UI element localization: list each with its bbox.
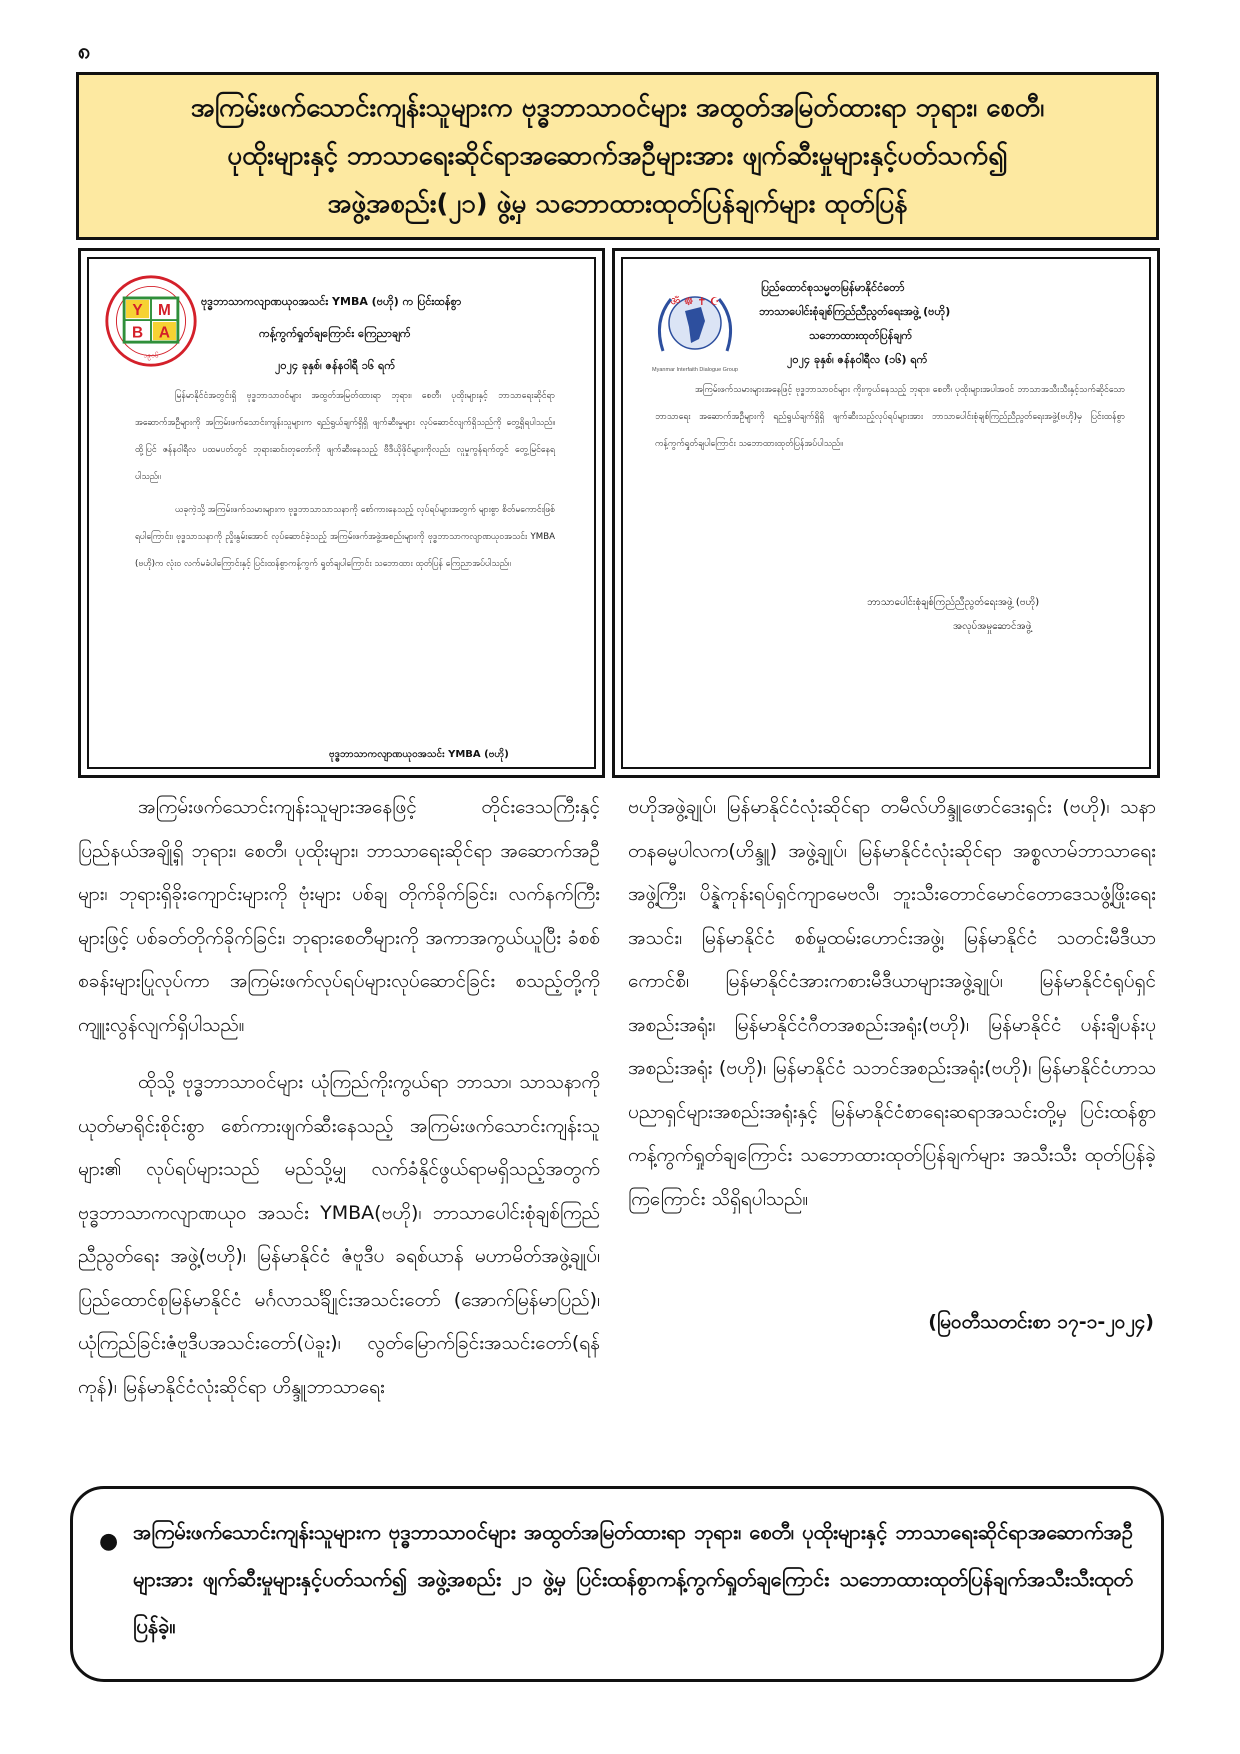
body-paragraph-2: ထိုသို့ ဗုဒ္ဓဘာသာဝင်များ ယုံကြည်ကိုးကွယ်ရာ ဘာသာ၊ သာသနာကို ယုတ်မာရိုင်းစိုင်းစွာ စော်ကားဖျက်ဆီးနေသည့် အကြမ်းဖက်သောင်းကျန်းသူများ၏ လုပ်ရပ်များသည် မည်သို့မျှ လက်ခံနိုင်ဖွယ်ရာမရှိသည့်အတွက် ဗုဒ္ဓဘာသာကလျာဏယုဝ အသင်း YMBA(ဗဟို)၊ ဘာသာပေါင်းစုံချစ်ကြည်ညီညွတ်ရေး အဖွဲ့(ဗဟို)၊ မြန်မာနိုင်ငံ ဇံဗူဒီပ ခရစ်ယာန် မဟာမိတ်အဖွဲ့ချုပ်၊ ပြည်ထောင်စုမြန်မာနိုင်ငံ မင်္ဂလာသင်္ချိုင်းအသင်းတော် (အောက်မြန်မာပြည်)၊ ယုံကြည်ခြင်းဇံဗူဒီပအသင်းတော်(ပဲခူး)၊ လွတ်မြောက်ခြင်းအသင်းတော်(ရန်ကုန်)၊ မြန်မာနိုင်ငံလုံးဆိုင်ရာ ဟိန္ဒူဘာသာရေး [78, 1071, 600, 1398]
body-right-column [628, 786, 1156, 1235]
interfaith-paragraph-1: အကြမ်းဖက်သမားများအနေဖြင့် ဗုဒ္ဓဘာသာဝင်များ ကိုးကွယ်နေသည့် ဘုရား၊ စေတီ၊ ပုထိုးများအပါအဝင် ဘာသာအသီးသီးနှင့်သက်ဆိုင်သော ဘာသာရေး အဆောက်အဦများကို ရည်ရွယ်ချက်ရှိရှိ ဖျက်ဆီးသည့်လုပ်ရပ်များအား ဘာသာပေါင်းစုံချစ်ကြည်ညီညွတ်ရေးအဖွဲ့(ဗဟို)မှ ပြင်းထန်စွာကန့်ကွက်ရှုတ်ချပါကြောင်း သဘောထားထုတ်ပြန်အပ်ပါသည်။ [655, 385, 1125, 449]
headline-line-1: အကြမ်းဖက်သောင်းကျန်းသူများက ဗုဒ္ဓဘာသာဝင်များ အထွတ်အမြတ်ထားရာ ဘုရား၊ စေတီ၊ [190, 93, 1045, 123]
ymba-statement [78, 248, 605, 778]
ymba-logo-letter-b: B [132, 324, 144, 342]
ymba-header-line-2: ကန့်ကွက်ရှုတ်ချကြောင်း ကြေညာချက် [259, 327, 411, 340]
ymba-logo-letter-a: A [158, 324, 170, 342]
interfaith-statement-frame [621, 257, 1151, 769]
ymba-logo-letter-y: Y [132, 302, 143, 320]
page-number: ၈ [78, 39, 91, 64]
interfaith-body [655, 377, 1125, 464]
summary-text: အကြမ်းဖက်သောင်းကျန်းသူများက ဗုဒ္ဓဘာသာဝင်များ အထွတ်အမြတ်ထားရာ ဘုရား၊ စေတီ၊ ပုထိုးများနှင့် ဘာသာရေးဆိုင်ရာအဆောက်အဦများအား ဖျက်ဆီးမှုများနှင့်ပတ်သက်၍ အဖွဲ့အစည်း ၂၁ ဖွဲ့မှ ပြင်းထန်စွာကန့်ကွက်ရှုတ်ချကြောင်း သဘောထားထုတ်ပြန်ချက်အသီးသီးထုတ်ပြန်ခဲ့။ [133, 1520, 1133, 1638]
interfaith-logo-caption: Myanmar Interfaith Dialogue Group [652, 367, 738, 373]
headline-line-2: ပုထိုးများနှင့် ဘာသာရေးဆိုင်ရာအဆောက်အဦများအား ဖျက်ဆီးမှုများနှင့်ပတ်သက်၍ [227, 141, 1008, 171]
ymba-logo [103, 273, 199, 369]
ymba-header-line-1: ဗုဒ္ဓဘာသာကလျာဏယုဝအသင်း YMBA (ဗဟို) က ပြင်းထန်စွာ [201, 295, 462, 308]
interfaith-header-line-3: သဘောထားထုတ်ပြန်ချက် [809, 329, 913, 342]
interfaith-header-line-2: ဘာသာပေါင်းစုံချစ်ကြည်ညီညွတ်ရေးအဖွဲ့ (ဗဟို) [759, 305, 951, 318]
news-source: (မြဝတီသတင်းစာ ၁၇-၁-၂၀၂၄) [928, 1311, 1154, 1333]
ymba-body [135, 383, 555, 584]
ymba-logo-letter-m: M [158, 302, 171, 320]
interfaith-logo [645, 281, 745, 377]
ymba-date: ၂၀၂၄ ခုနှစ်၊ ဇန်နဝါရီ ၁၆ ရက် [275, 359, 396, 372]
ymba-paragraph-2: ယခုကဲ့သို့ အကြမ်းဖက်သမားများက ဗုဒ္ဓဘာသာသာသနာကို စော်ကားနေသည့် လုပ်ရပ်များအတွက် များစွာ စိတ်မကောင်းဖြစ်ရပါကြောင်း၊ ဗုဒ္ဓသာသနာကို ညှိုးနွမ်းအောင် လုပ်ဆောင်ခဲ့သည့် အကြမ်းဖက်အဖွဲ့အစည်းများကို ဗုဒ္ဓဘာသာကလျာဏယုဝအသင်း YMBA (ဗဟို)က လုံးဝ လက်မခံပါကြောင်းနှင့် ပြင်းထန်စွာကန့်ကွက် ရှုတ်ချပါကြောင်း သဘောထား ထုတ်ပြန် ကြေညာအပ်ပါသည်။ [135, 505, 555, 569]
headline-line-3: အဖွဲ့အစည်း(၂၁) ဖွဲ့မှ သဘောထားထုတ်ပြန်ချက်များ ထုတ်ပြန် [327, 189, 908, 219]
summary-box [70, 1486, 1164, 1682]
ymba-logo-year: ၁၉၀၆ [143, 351, 159, 360]
ymba-paragraph-1: မြန်မာနိုင်ငံအတွင်းရှိ ဗုဒ္ဓဘာသာဝင်များ အထွတ်အမြတ်ထားရာ ဘုရား၊ စေတီ၊ ပုထိုးများနှင့် ဘာသာရေးဆိုင်ရာ အဆောက်အဦများကို အကြမ်းဖက်သောင်းကျန်းသူများက ရည်ရွယ်ချက်ရှိရှိ ဖျက်ဆီးမှုများ လုပ်ဆောင်လျက်ရှိသည်ကို တွေ့ရှိရပါသည်။ ထို့ပြင် ဇန်နဝါရီလ ပထမပတ်တွင် ဘုရားဆင်းတုတော်ကို ဖျက်ဆီးနေသည့် ဗီဒီယိုဖိုင်များကိုလည်း လူမှုကွန်ရက်တွင် တွေ့မြင်နေရပါသည်။ [135, 391, 555, 482]
headline-box [76, 72, 1159, 240]
interfaith-signature-line-1: ဘာသာပေါင်းစုံချစ်ကြည်ညီညွတ်ရေးအဖွဲ့ (ဗဟို) [867, 597, 1040, 608]
interfaith-statement [612, 248, 1160, 778]
interfaith-date: ၂၀၂၄ ခုနှစ်၊ ဇန်နဝါရီလ (၁၆) ရက် [787, 353, 928, 366]
ymba-statement-frame [87, 257, 596, 769]
body-left-column [78, 786, 600, 1423]
interfaith-logo-symbols: ॐ ☸ ✝ ☪ [670, 295, 720, 308]
ymba-signature: ဗုဒ္ဓဘာသာကလျာဏယုဝအသင်း YMBA (ဗဟို) [329, 749, 509, 760]
body-paragraph-1: အကြမ်းဖက်သောင်းကျန်းသူများအနေဖြင့် တိုင်းဒေသကြီးနှင့် ပြည်နယ်အချို့ရှိ ဘုရား၊ စေတီ၊ ပုထိုးများ၊ ဘာသာရေးဆိုင်ရာ အဆောက်အဦများ၊ ဘုရားရှိခိုးကျောင်းများကို ဗုံးများ ပစ်ချ တိုက်ခိုက်ခြင်း၊ လက်နက်ကြီးများဖြင့် ပစ်ခတ်တိုက်ခိုက်ခြင်း၊ ဘုရားစေတီများကို အကာအကွယ်ယူပြီး ခံစစ်စခန်းများပြုလုပ်ကာ အကြမ်းဖက်လုပ်ရပ်များလုပ်ဆောင်ခြင်း စသည့်တို့ကို ကျူးလွန်လျက်ရှိပါသည်။ [78, 796, 600, 1036]
interfaith-header-line-1: ပြည်ထောင်စုသမ္မတမြန်မာနိုင်ငံတော် [761, 281, 905, 294]
body-paragraph-3: ဗဟိုအဖွဲ့ချုပ်၊ မြန်မာနိုင်ငံလုံးဆိုင်ရာ တမီလ်ဟိန္ဒူဖောင်ဒေးရှင်း (ဗဟို)၊ သနာတနဓမ္မပါလက(ဟိန္ဒူ) အဖွဲ့ချုပ်၊ မြန်မာနိုင်ငံလုံးဆိုင်ရာ အစ္စလာမ်ဘာသာရေးအဖွဲ့ကြီး၊ ပိန္နဲကုန်းရပ်ရှင်ကျာမေဗလီ၊ ဘူးသီးတောင်မောင်တောဒေသဖွံ့ဖြိုးရေးအသင်း၊ မြန်မာနိုင်ငံ စစ်မှုထမ်းဟောင်းအဖွဲ့၊ မြန်မာနိုင်ငံ သတင်းမီဒီယာကောင်စီ၊ မြန်မာနိုင်ငံအားကစားမီဒီယာများအဖွဲ့ချုပ်၊ မြန်မာနိုင်ငံရုပ်ရှင်အစည်းအရုံး၊ မြန်မာနိုင်ငံဂီတအစည်းအရုံး(ဗဟို)၊ မြန်မာနိုင်ငံ ပန်းချီပန်းပုအစည်းအရုံး (ဗဟို)၊ မြန်မာနိုင်ငံ သဘင်အစည်းအရုံး(ဗဟို)၊ မြန်မာနိုင်ငံဟာသပညာရှင်များအစည်းအရုံးနှင့် မြန်မာနိုင်ငံစာရေးဆရာအသင်းတို့မှ ပြင်းထန်စွာကန့်ကွက်ရှုတ်ချကြောင်း သဘောထားထုတ်ပြန်ချက်များ အသီးသီး ထုတ်ပြန်ခဲ့ကြကြောင်း သိရှိရပါသည်။ [628, 796, 1156, 1210]
interfaith-signature-line-2: အလုပ်အမှုဆောင်အဖွဲ့ [953, 621, 1032, 632]
bullet-icon: ● [99, 1529, 119, 1554]
